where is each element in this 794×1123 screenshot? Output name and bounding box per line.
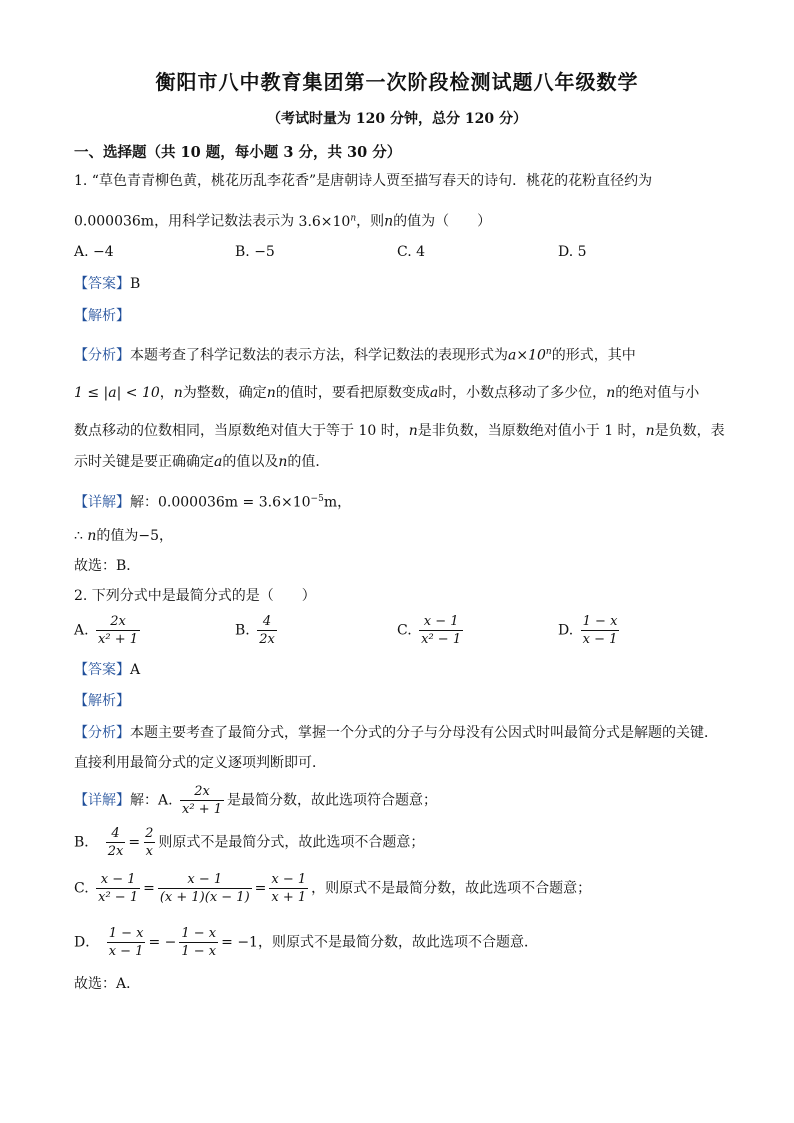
fraction: $\frac{x - 1}{\text{x² − 1}}$ [421,614,462,647]
section-heading: 一、选择题（共 10 题，每小题 3 分，共 30 分） [74,144,402,161]
q1-option-d: D. 5 [558,244,587,260]
fraction: $\frac{1 - x}{1 - x}$ [181,926,217,959]
q1-detail: 【详解】解：$0.000036m = 3.6\times 10^{-5}m$， [74,494,352,511]
q1-sci-notation: $3.6\times 10^n$ [298,213,357,230]
q1-diameter: 0.000036m [74,213,155,230]
fraction: $\frac{1 - x}{x - 1}$ [582,614,618,647]
q2-answer: 【答案】A [74,662,141,678]
q1-option-c: C. 4 [397,244,426,260]
fraction: $\frac{4}{2x}$ [107,826,124,859]
q1-option-a: A. −4 [74,244,114,260]
q2-analysis-label: 【解析】 [74,693,130,709]
q2-detail-a: 【详解】解：A. $\frac{2x}{\text{x² + 1}}$ 是最简分数，故此选项符合题意； [74,784,437,817]
q2-detail-c: C. $\frac{x - 1}{\text{x² − 1}}$ = $\frac{x - 1}{(x + 1)(x - 1)}$ = $\frac{x - 1}{x + 1}$ ，则原式不是最简分数，故此选项不合题意； [74,872,592,905]
q2-option-d: D. $\frac{1 - x}{x - 1}$ [558,614,618,647]
exam-info: （考试时量为 120 分钟，总分 120 分） [267,111,527,127]
q1-answer: 【答案】B [74,276,141,292]
q1-analysis-label: 【解析】 [74,308,130,324]
q1-option-b: B. −5 [235,244,275,260]
q2-fenxi-line1: 【分析】本题主要考查了最简分式，掌握一个分式的分子与分母没有公因式时叫最简分式是解题的关键． [74,725,718,741]
fraction: $\frac{x - 1}{(x + 1)(x - 1)}$ [159,872,250,905]
page-title: 衡阳市八中教育集团第一次阶段检测试题八年级数学 [155,70,639,94]
q2-option-b: B. $\frac{4}{2x}$ [235,614,275,647]
q2-option-c: C. $\frac{x - 1}{\text{x² − 1}}$ [397,614,462,647]
q1-stem-line1: 1. “草色青青柳色黄，桃花历乱李花香”是唐朝诗人贾至描写春天的诗句．桃花的花粉直径约为 [74,173,653,189]
q1-choose: 故选：B． [74,558,141,574]
q2-detail-d: D． $\frac{1 - x}{x - 1}$ = − $\frac{1 - x}{1 - x}$ = −1，则原式不是最简分数，故此选项不合题意． [74,926,538,959]
fraction: $\frac{1 - x}{x - 1}$ [108,926,144,959]
fraction: $\frac{x - 1}{x + 1}$ [271,872,307,905]
fraction: $\frac{4}{2x}$ [259,614,275,647]
q2-detail-b: B． $\frac{4}{2x}$ = $\frac{2}{x}$ 则原式不是最简分式，故此选项不合题意； [74,826,425,859]
q2-choose: 故选：A． [74,976,141,992]
fraction: $\frac{2x}{\text{x² + 1}}$ [98,614,138,647]
fraction: $\frac{x - 1}{\text{x² − 1}}$ [98,872,139,905]
q1-stem-line2: 0.000036m，用科学记数法表示为 $3.6\times 10^n$，则n的值为（ ） [74,213,492,230]
q2-option-a: A. $\frac{2x}{\text{x² + 1}}$ [74,614,138,647]
q1-fenxi-line3: 数点移动的位数相同，当原数绝对值大于等于 10 时，n是非负数，当原数绝对值小于 1 时，n是负数，表 [74,423,725,439]
fraction: $\frac{2}{x}$ [145,826,154,859]
q1-fenxi-line2: 1 ≤ |a| < 10，n为整数，确定n的值时，要看把原数变成a时，小数点移动了多少位，n的绝对值与小 [74,385,700,401]
q1-conclusion: ∴ n的值为−5， [74,528,174,544]
fraction: $\frac{2x}{\text{x² + 1}}$ [182,784,222,817]
q2-stem: 2. 下列分式中是最简分式的是（ ） [74,588,316,604]
q2-fenxi-line2: 直接利用最简分式的定义逐项判断即可． [74,755,326,771]
q1-fenxi-line4: 示时关键是要正确确定a的值以及n的值． [74,454,330,470]
q1-fenxi-line1: 【分析】本题考查了科学记数法的表示方法，科学记数法的表现形式为$a\times 10^n$的形式，其中 [74,347,636,364]
